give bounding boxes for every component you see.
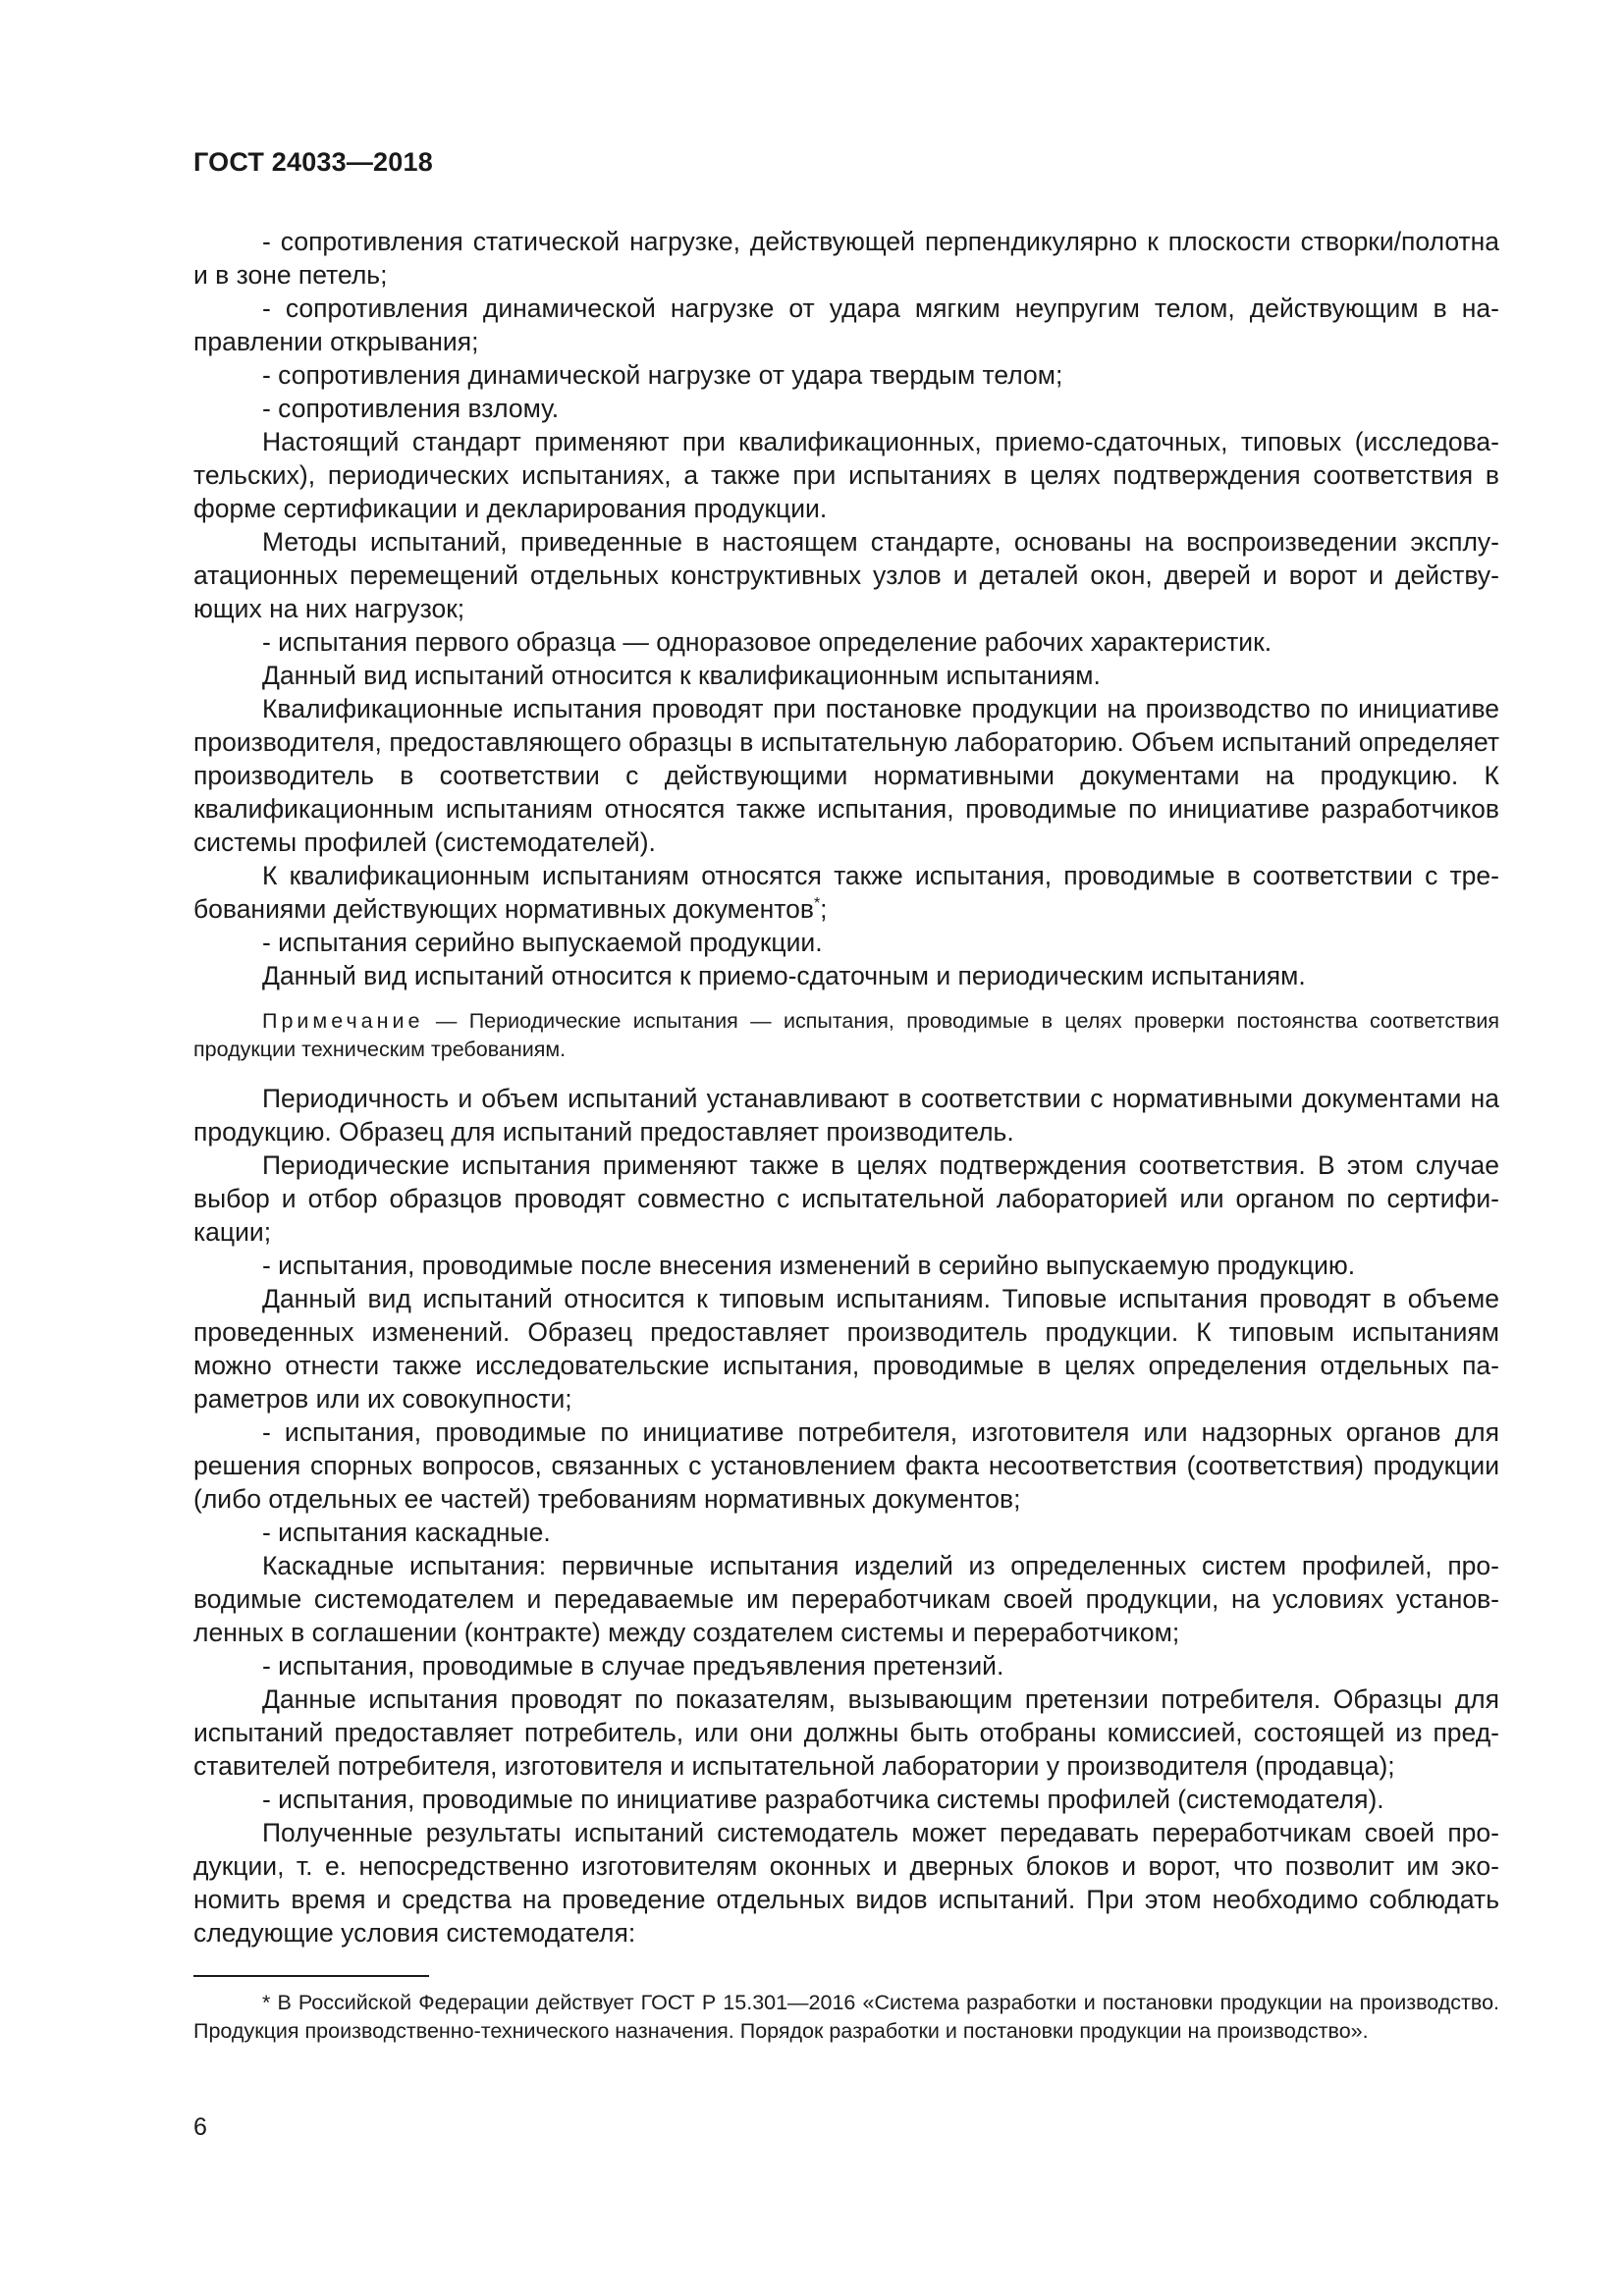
footnote-reference: * [813, 895, 821, 913]
footnote: * В Российской Федерации действует ГОСТ Р 15.301—2016 «Система разработки и постановки продукции на производство. Продукция производственно-технического назначения. Порядок разработки и постановки продукции на производство». [193, 1991, 1499, 2043]
footnote-divider [193, 1975, 429, 1977]
paragraph: - сопротивления динамической нагрузке от удара мягким неупругим телом, действующим в направлении открывания; [193, 294, 1499, 356]
paragraph: Квалификационные испытания проводят при постановке продукции на производство по инициативе производителя, предоставляющего образцы в испытательную лабораторию. Объем испытаний определяет производитель в соответствии с действующими нормативными документами на продукцию. К квалификационным испытаниям относятся также испытания, проводимые по инициативе разработчиков системы профилей (системодателей). [193, 694, 1499, 857]
paragraph: - сопротивления взлому. [262, 394, 560, 423]
paragraph: - испытания, проводимые в случае предъявления претензий. [262, 1651, 1004, 1681]
document-header: ГОСТ 24033—2018 [193, 147, 433, 177]
paragraph-text: К квалификационным испытаниям относятся также испытания, проводимые в соответствии с требованиями действующих нормативных документов [193, 861, 1499, 924]
paragraph: Данный вид испытаний относится к приемо-сдаточным и периодическим испытаниям. [262, 961, 1306, 990]
paragraph: - сопротивления статической нагрузке, действующей перпендикулярно к плоскости створки/полотна и в зоне петель; [193, 227, 1499, 290]
paragraph: - испытания каскадные. [262, 1518, 551, 1547]
paragraph: - испытания, проводимые по инициативе разработчика системы профилей (системодателя). [262, 1785, 1384, 1814]
paragraph: Полученные результаты испытаний системодатель может передавать переработчикам своей продукции, т. е. непосредственно изготовителям оконных и дверных блоков и ворот, что позволит им экономить время и средства на проведение отдельных видов испытаний. При этом необходимо соблюдать следующие условия системодателя: [193, 1818, 1499, 1948]
paragraph-text-end: ; [820, 894, 828, 924]
paragraph: - испытания первого образца — одноразовое определение рабочих характеристик. [262, 627, 1272, 657]
paragraph: - испытания серийно выпускаемой продукции. [262, 928, 823, 957]
paragraph: - испытания, проводимые после внесения изменений в серийно выпускаемую продукцию. [262, 1251, 1356, 1280]
note [193, 1007, 1499, 1064]
paragraph: Данный вид испытаний относится к типовым испытаниям. Типовые испытания проводят в объеме проведенных изменений. Образец предоставляет производитель продукции. К типовым испытаниям можно отнести также исследовательские испытания, проводимые в целях определения отдельных параметров или их совокупности; [193, 1284, 1499, 1414]
note-text: — Периодические испытания — испытания, проводимые в целях проверки постоянства соответствия продукции техническим требованиям. [193, 1009, 1499, 1061]
paragraph: Каскадные испытания: первичные испытания изделий из определенных систем профилей, проводимые системодателем и передаваемые им переработчикам своей продукции, на условиях установленных в соглашении (контракте) между создателем системы и переработчиком; [193, 1551, 1499, 1647]
paragraph: Настоящий стандарт применяют при квалификационных, приемо-сдаточных, типовых (исследовательских), периодических испытаниях, а также при испытаниях в целях подтверждения соответствия в форме сертификации и декларирования продукции. [193, 427, 1499, 523]
page-number: 6 [193, 2113, 207, 2141]
paragraph: Данные испытания проводят по показателям, вызывающим претензии потребителя. Образцы для испытаний предоставляет потребитель, или они должны быть отобраны комиссией, состоящей из представителей потребителя, изготовителя и испытательной лаборатории у производителя (продавца); [193, 1684, 1499, 1781]
paragraph: Данный вид испытаний относится к квалификационным испытаниям. [262, 661, 1101, 690]
paragraph: Периодические испытания применяют также в целях подтверждения соответствия. В этом случае выбор и отбор образцов проводят совместно с испытательной лабораторией или органом по сертификации; [193, 1150, 1499, 1247]
note-label: Примечание [262, 1009, 424, 1033]
paragraph: - испытания, проводимые по инициативе потребителя, изготовителя или надзорных органов для решения спорных вопросов, связанных с установлением факта несоответствия (соответствия) продукции (либо отдельных ее частей) требованиям нормативных документов; [193, 1417, 1499, 1514]
paragraph: Методы испытаний, приведенные в настоящем стандарте, основаны на воспроизведении эксплуатационных перемещений отдельных конструктивных узлов и деталей окон, дверей и ворот и действующих на них нагрузок; [193, 527, 1499, 623]
paragraph-with-footnote-ref [193, 859, 1499, 926]
paragraph: - сопротивления динамической нагрузке от удара твердым телом; [262, 360, 1063, 390]
body-text [193, 225, 1499, 1949]
paragraph: Периодичность и объем испытаний устанавливают в соответствии с нормативными документами на продукцию. Образец для испытаний предоставляет производитель. [193, 1084, 1499, 1147]
